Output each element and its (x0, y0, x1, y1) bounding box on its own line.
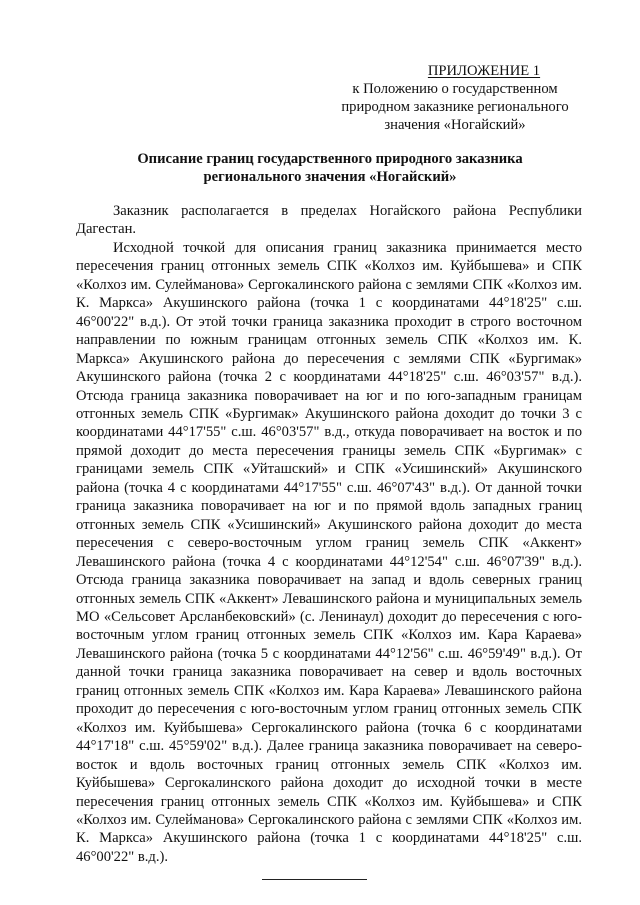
footer-divider (262, 879, 367, 880)
appendix-line: к Положению о государственном (352, 81, 558, 97)
appendix-header (330, 62, 580, 134)
title-line: Описание границ государственного природного заказника (137, 151, 523, 167)
body-paragraph: Исходной точкой для описания границ заказника принимается место пересечения границ отгонных земель СПК «Колхоз им. Куйбышева» и СПК «Колхоз им. Сулейманова» Сергокалинского района с землями СПК «Колхоз им. К. Маркса» Акушинского района (точка 1 с координатами 44°18'25" с.ш. 46°00'22" в.д.). От этой точки граница заказника проходит в строго восточном направлении по южным границам отгонных земель СПК «Колхоз им. К. Маркса» Акушинского района до пересечения с землями СПК «Бургимак» Акушинского района (точка 2 с координатами 44°18'25" с.ш. 46°03'57" в.д.). Отсюда граница заказника поворачивает на юг и по юго-западным границам отгонных земель СПК «Бургимак» Акушинского района доходит до точки 3 с координатами 44°17'55" с.ш. 46°03'57" в.д., откуда поворачивает на восток и по прямой доходит до места пересечения границы земель СПК «Бургимак» с границами земель СПК «Уйташский» и СПК «Усишинский» Акушинского района (точка 4 с координатами 44°17'55" с.ш. 46°07'43" в.д.). От данной точки граница заказника поворачивает на юг и по прямой вдоль западных границ отгонных земель СПК «Усишинский» Акушинского района доходит до места пересечения с северо-восточным углом границ земель СПК «Аккент» Левашинского района (точка 4 с координатами 44°12'54" с.ш. 46°07'39" в.д.). Отсюда граница заказника поворачивает на запад и вдоль северных границ отгонных земель СПК «Аккент» Левашинского района и муниципальных земель МО «Сельсовет Арсланбековский» (с. Ленинаул) доходит до пересечения с юго-восточным углом границ отгонных земель СПК «Колхоз им. Кара Караева» Левашинского района (точка 5 с координатами 44°12'56" с.ш. 46°59'49" в.д.). От данной точки граница заказника поворачивает на север и вдоль восточных границ отгонных земель СПК «Колхоз им. Кара Караева» Левашинского района проходит до пересечения с юго-восточным углом границ отгонных земель СПК «Колхоз им. Куйбышева» Сергокалинского района (точка 6 с координатами 44°17'18" с.ш. 45°59'02" в.д.). Далее граница заказника поворачивает на северо-восток и вдоль восточных границ отгонных земель СПК «Колхоз им. Куйбышева» Сергокалинского района доходит до исходной точки в месте пересечения границ отгонных земель СПК «Колхоз им. Куйбышева» и СПК «Колхоз им. Сулейманова» Сергокалинского района с землями СПК «Колхоз им. К. Маркса» Акушинского района (точка 1 с координатами 44°18'25" с.ш. 46°00'22" в.д.). (76, 239, 582, 865)
title-line: регионального значения «Ногайский» (203, 169, 457, 185)
appendix-line: значения «Ногайский» (384, 117, 526, 133)
document-title (110, 150, 550, 186)
document-body (76, 202, 582, 866)
appendix-title: ПРИЛОЖЕНИЕ 1 (427, 63, 541, 79)
body-paragraph: Заказник располагается в пределах Ногайского района Республики Дагестан. (76, 203, 582, 238)
appendix-line: природном заказнике регионального (341, 99, 569, 115)
